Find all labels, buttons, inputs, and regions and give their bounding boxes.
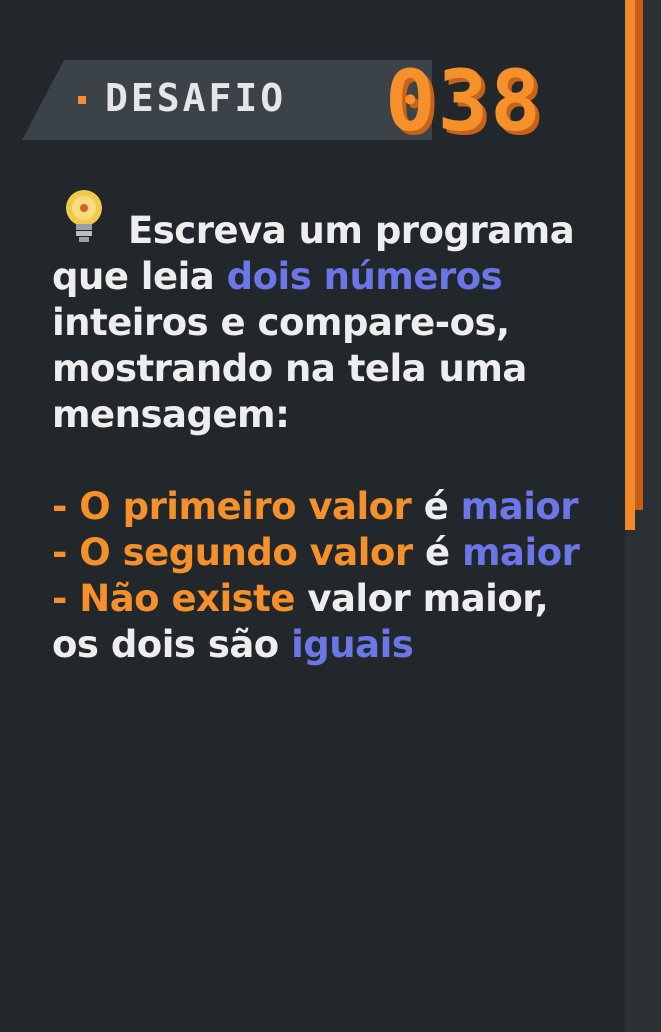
list-item: - Não existe valor maior, os dois são iguais bbox=[52, 577, 549, 666]
intro-highlight: dois números bbox=[226, 255, 503, 298]
item-highlight: primeiro valor bbox=[122, 485, 412, 528]
intro-text-1: Escreva um programa que leia bbox=[52, 209, 575, 298]
list-item: - O primeiro valor é maior bbox=[52, 485, 579, 528]
intro-text-2: inteiros e compare-os, mostrando na tela uma mensagem: bbox=[52, 301, 527, 436]
item-highlight: segundo valor bbox=[122, 531, 413, 574]
challenge-number: 038 bbox=[385, 52, 543, 150]
header-label: DESAFIO bbox=[105, 76, 287, 120]
challenge-description bbox=[52, 208, 592, 668]
header-bullet bbox=[78, 96, 86, 104]
item-highlight: Não existe bbox=[79, 577, 295, 620]
right-frame bbox=[625, 0, 661, 1032]
right-frame-orange-shade bbox=[635, 0, 643, 510]
right-frame-orange bbox=[625, 0, 635, 530]
list-item: - O segundo valor é maior bbox=[52, 531, 580, 574]
